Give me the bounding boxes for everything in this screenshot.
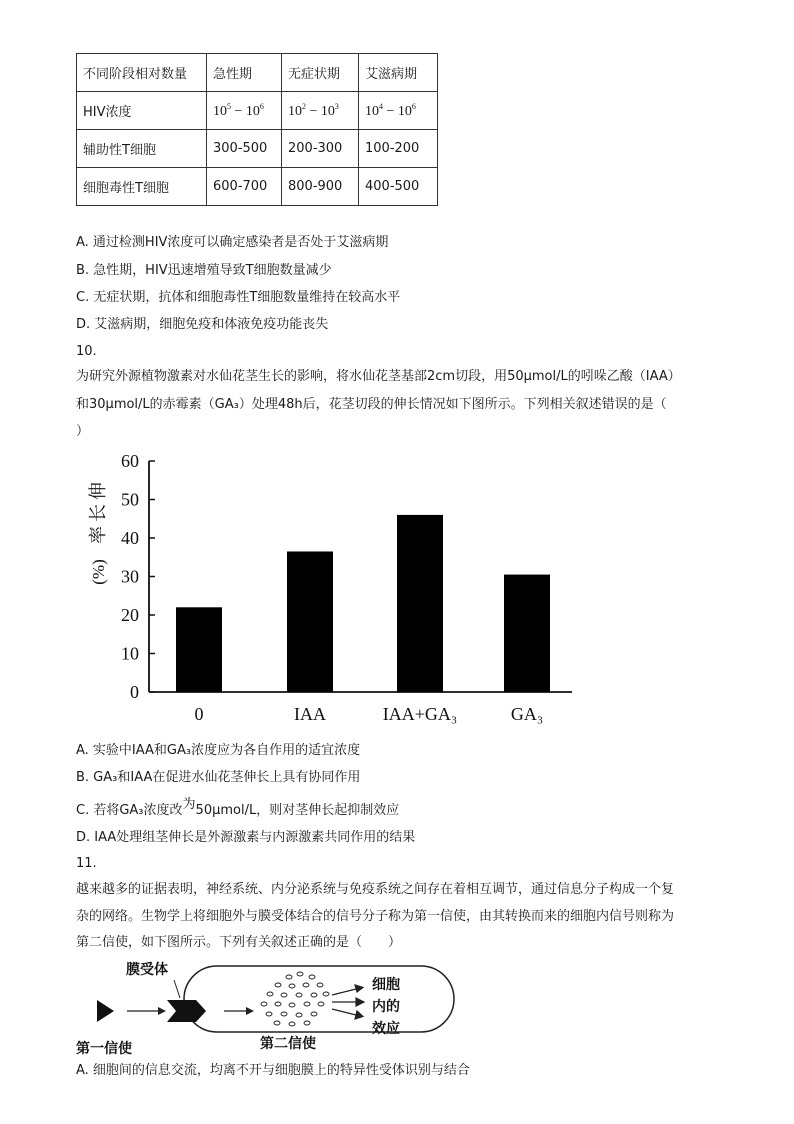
q9-option-a: A. 通过检测HIV浓度可以确定感染者是否处于艾滋病期 [76,235,389,250]
q9-option-b: B. 急性期，HIV迅速增殖导致T细胞数量减少 [76,263,332,278]
table-cell: 100-200 [359,130,438,168]
table-cell: $10^2 - 10^3$ [282,92,359,130]
y-tick-label: 10 [121,643,139,664]
y-axis-label-char: 长 [88,504,108,522]
table-cell: 800-900 [282,168,359,206]
bar-1 [287,551,333,692]
first-messenger-triangle [97,1000,114,1022]
y-tick-label: 30 [121,566,139,587]
y-axis-label-char: 率 [88,526,108,544]
q11-stem-line3: 第二信使，如下图所示。下列有关叙述正确的是（ ） [76,935,402,950]
q11-stem-line1: 越来越多的证据表明，神经系统、内分泌系统与免疫系统之间存在着相互调节，通过信息分子构成一个复 [76,882,675,897]
x-tick-label: IAA [294,704,326,724]
messenger-diagram [70,958,490,1058]
first-messenger-label: 第一信使 [76,1042,132,1057]
y-tick-label: 0 [130,682,139,702]
y-tick-label: 60 [121,451,139,471]
table-header: 无症状期 [282,54,359,92]
q10-option-c: C. 若将GA₃浓度改为50μmol/L，则对茎伸长起抑制效应 [76,797,400,818]
q10-stem-line2: 和30μmol/L的赤霉素（GA₃）处理48h后，花茎切段的伸长情况如下图所示。下列相关叙述错误的是（ [76,397,667,412]
row-label: HIV浓度 [77,92,207,130]
membrane-receptor [167,1000,206,1022]
y-tick-label: 50 [121,489,139,510]
table-header: 不同阶段相对数量 [77,54,207,92]
q9-option-c: C. 无症状期，抗体和细胞毒性T细胞数量维持在较高水平 [76,290,401,305]
row-label: 细胞毒性T细胞 [77,168,207,206]
y-axis-unit: (%) [89,559,108,585]
table-cell: $10^5 - 10^6$ [207,92,282,130]
table-cell: 300-500 [207,130,282,168]
table-cell: 600-700 [207,168,282,206]
raised-char: 为 [182,797,196,812]
bar-3 [504,575,550,692]
y-tick-label: 20 [121,605,139,625]
q11-option-a: A. 细胞间的信息交流，均离不开与细胞膜上的特异性受体识别与结合 [76,1063,470,1078]
x-tick-label: 0 [194,704,204,724]
receptor-label: 膜受体 [126,963,168,978]
x-tick-label: IAA+GA₃ [382,704,458,724]
effect-label-line3: 效应 [372,1022,400,1037]
receptor-pointer [174,980,180,998]
q11-number: 11. [76,856,97,871]
arrow-head-icon [246,1007,254,1015]
row-label: 辅助性T细胞 [77,130,207,168]
arrow-head-icon [158,1007,166,1015]
table-header: 急性期 [207,54,282,92]
q10-option-b: B. GA₃和IAA在促进水仙花茎伸长上具有协同作用 [76,770,361,785]
bar-2 [397,515,443,692]
q10-stem-line1: 为研究外源植物激素对水仙花茎生长的影响，将水仙花茎基部2cm切段，用50μmol/L的吲哚乙酸（IAA） [76,369,681,384]
q10-option-a: A. 实验中IAA和GA₃浓度应为各自作用的适宜浓度 [76,743,361,758]
cell-outline [184,966,454,1032]
q10-stem-line3: ） [76,424,90,439]
second-messenger-label: 第二信使 [260,1037,316,1052]
table-cell: 200-300 [282,130,359,168]
q9-option-d: D. 艾滋病期，细胞免疫和体液免疫功能丧失 [76,317,329,332]
table-cell: $10^4 - 10^6$ [359,92,438,130]
bar-0 [176,607,222,692]
y-tick-label: 40 [121,528,139,548]
effect-label-line2: 内的 [372,1000,400,1015]
q10-number: 10. [76,344,97,359]
x-tick-label: GA₃ [510,704,544,724]
table-cell: 400-500 [359,168,438,206]
effect-label-line1: 细胞 [372,978,400,993]
effect-arrows [332,985,364,1019]
y-axis-label-char: 伸 [88,482,108,500]
table-header: 艾滋病期 [359,54,438,92]
q10-option-d: D. IAA处理组茎伸长是外源激素与内源激素共同作用的结果 [76,830,416,845]
second-messenger-dots [261,972,329,1026]
q11-stem-line2: 杂的网络。生物学上将细胞外与膜受体结合的信号分子称为第一信使，由其转换而来的细胞内信号则称为 [76,909,675,924]
